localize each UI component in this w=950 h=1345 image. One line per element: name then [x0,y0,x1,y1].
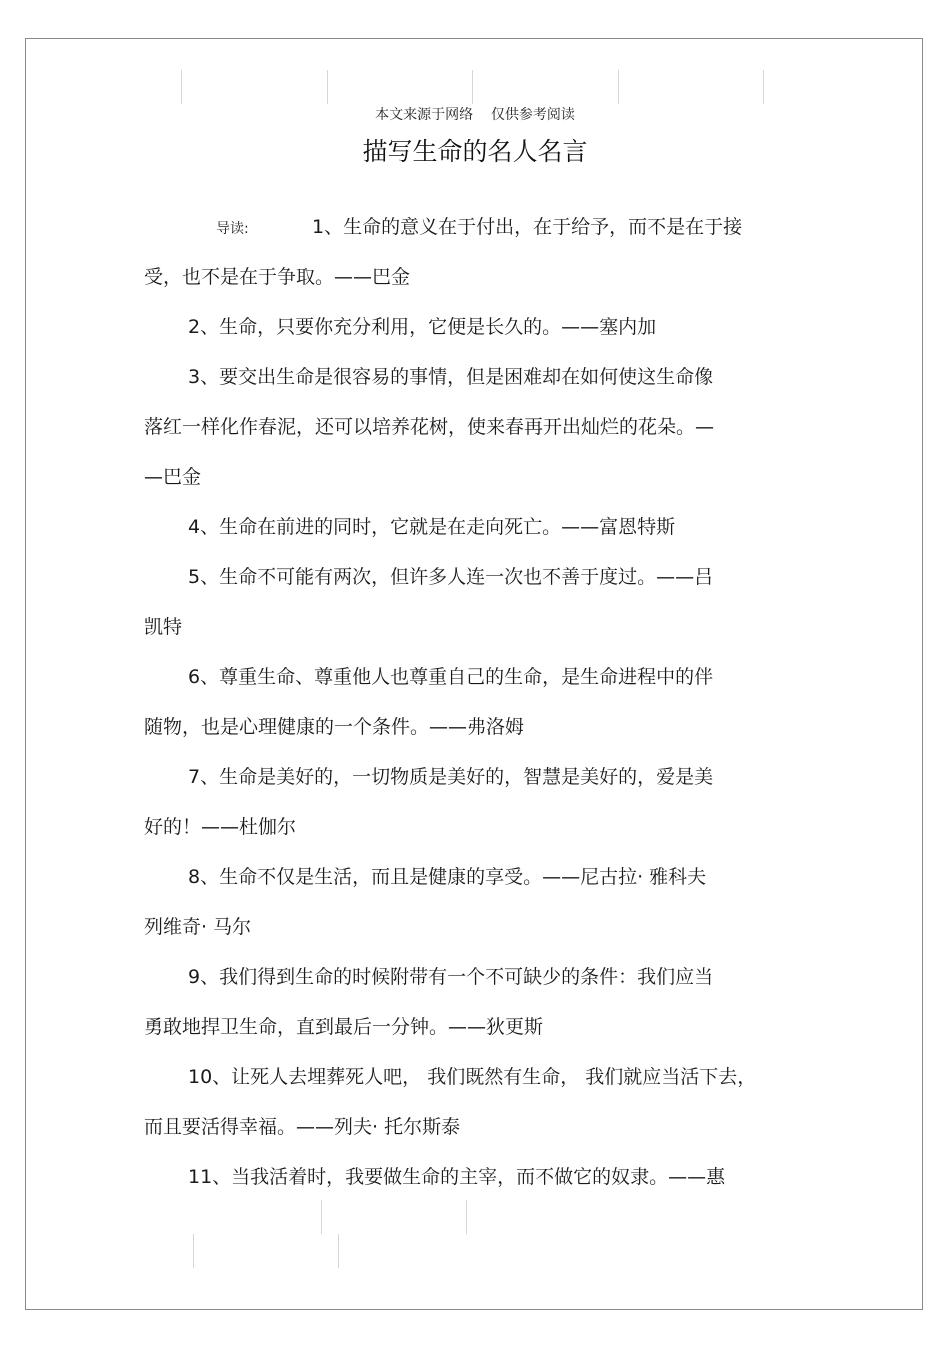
text-line: 3、要交出生命是很容易的事情，但是困难却在如何使这生命像 [188,366,714,388]
text-line: 1、生命的意义在于付出，在于给予，而不是在于接 [312,216,743,238]
text-line: 5、生命不可能有两次，但许多人连一次也不善于度过。——吕 [188,566,714,588]
text-line: 7、生命是美好的，一切物质是美好的，智慧是美好的，爱是美 [188,766,714,788]
lead-label: 导读: [216,221,249,237]
text-line: 9、我们得到生命的时候附带有一个不可缺少的条件：我们应当 [188,966,714,988]
guide-line [338,1234,339,1268]
guide-line [763,70,764,104]
text-line: 勇敢地捍卫生命，直到最后一分钟。——狄更斯 [144,1016,544,1038]
guide-line [618,70,619,104]
text-line: 凯特 [144,616,183,638]
text-line: —巴金 [144,466,202,488]
source-note: 本文来源于网络 仅供参考阅读 [375,107,575,123]
guide-line [472,70,473,104]
page-title: 描写生命的名人名言 [362,137,588,166]
guide-line [321,1200,322,1234]
text-line: 10、让死人去埋葬死人吧， 我们既然有生命， 我们就应当活下去， [188,1066,757,1088]
text-line: 受，也不是在于争取。——巴金 [144,266,411,288]
guide-line [327,70,328,104]
text-line: 6、尊重生命、尊重他人也尊重自己的生命，是生命进程中的伴 [188,666,714,688]
guide-line [466,1200,467,1234]
text-line: 11、当我活着时，我要做生命的主宰，而不做它的奴隶。——惠 [188,1166,726,1188]
guide-line [181,70,182,104]
text-line: 4、生命在前进的同时，它就是在走向死亡。——富恩特斯 [188,516,676,538]
text-line: 好的！——杜伽尔 [144,816,297,838]
text-line: 随物，也是心理健康的一个条件。——弗洛姆 [144,716,525,738]
text-line: 8、生命不仅是生活，而且是健康的享受。——尼古拉· 雅科夫 [188,866,707,888]
text-line: 而且要活得幸福。——列夫· 托尔斯泰 [144,1116,461,1138]
text-line: 落红一样化作春泥，还可以培养花树，使来春再开出灿烂的花朵。— [144,416,715,438]
text-line: 列维奇· 马尔 [144,916,252,938]
text-line: 2、生命，只要你充分利用，它便是长久的。——塞内加 [188,316,657,338]
guide-line [193,1234,194,1268]
